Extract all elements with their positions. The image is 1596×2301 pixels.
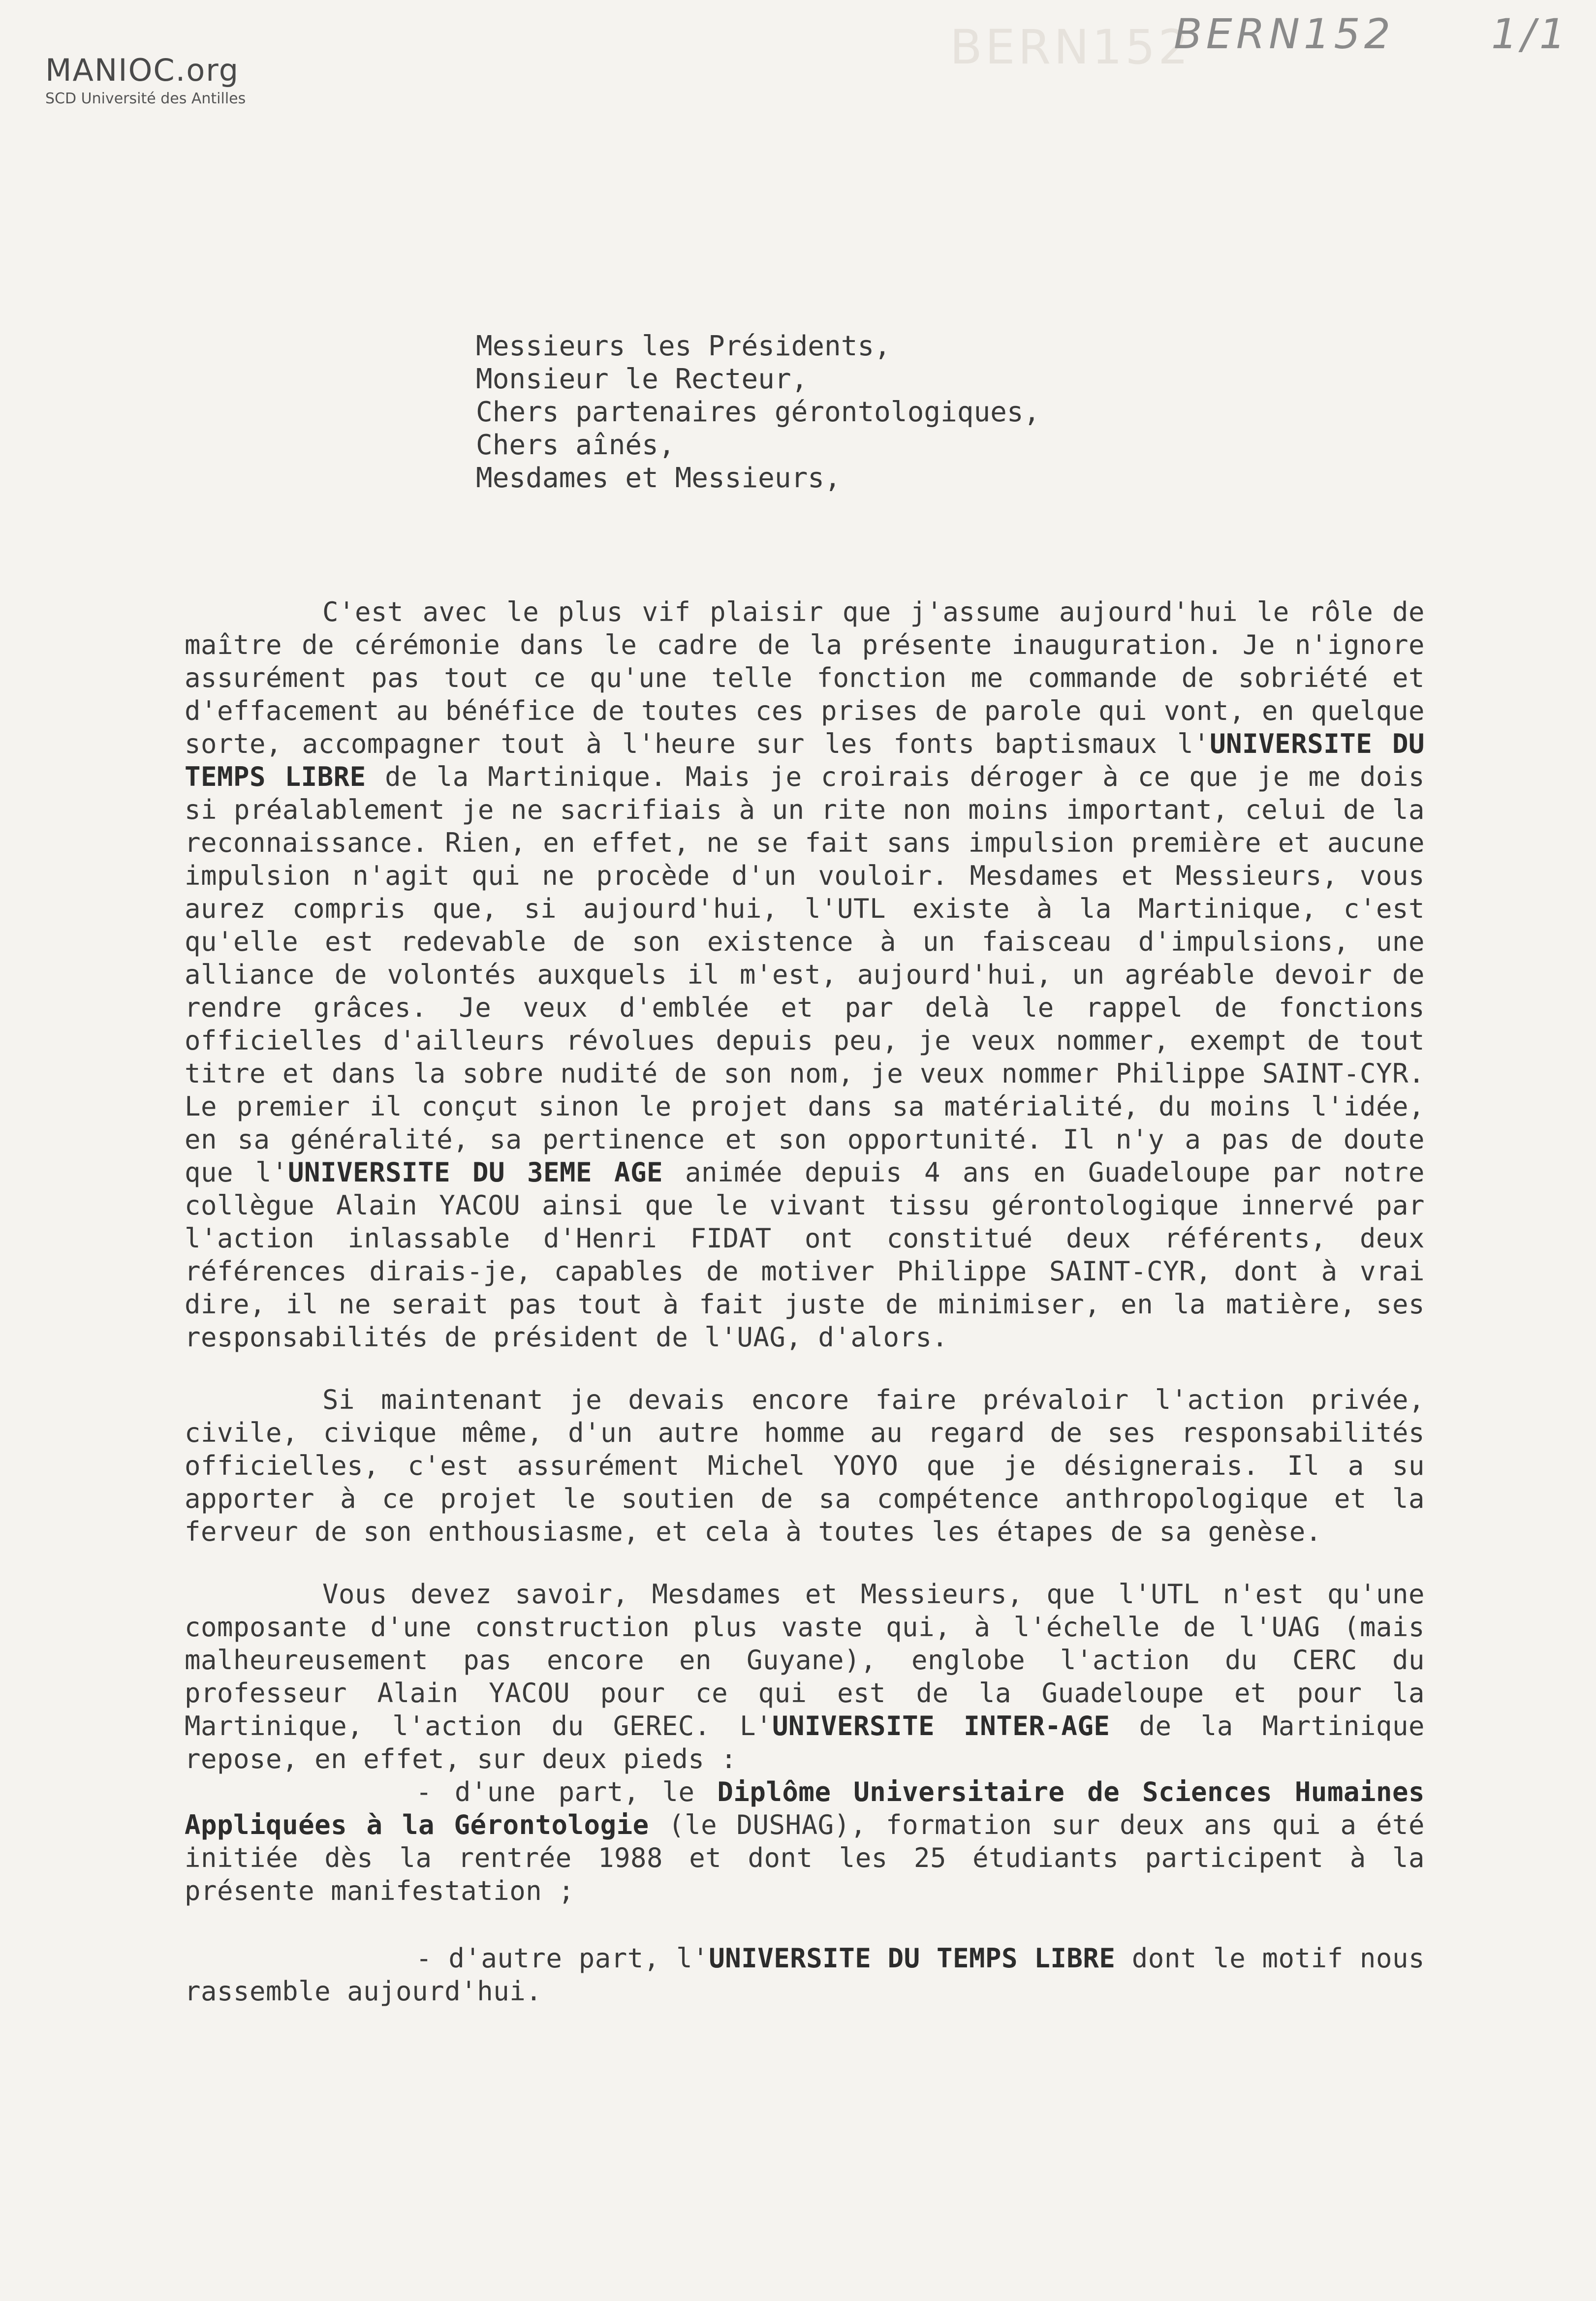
bold-term: UNIVERSITE DU TEMPS LIBRE (185, 728, 1425, 792)
list-item-dushag (185, 1775, 1425, 1907)
salutation-line: Chers aînés, (476, 429, 675, 461)
text-run: - d'autre part, l' (416, 1943, 709, 1974)
text-run: Vous devez savoir, Mesdames et Messieurs, que l'UTL n'est qu'une composante d'une construction plus vaste qui, à l'échelle de l'UAG (mais malheureusement pas encore en Guyane), englobe l'action du CERC du professeur Alain YACOU pour ce qui est de la Guadeloupe et pour la Martinique, l'action du GEREC. L' (185, 1579, 1425, 1741)
salutation-line: Messieurs les Présidents, (476, 330, 891, 362)
paragraph-acknowledgements (185, 595, 1425, 1354)
logo-subtitle: SCD Université des Antilles (45, 90, 246, 107)
bold-term: UNIVERSITE DU 3EME AGE (288, 1157, 663, 1188)
salutation-line: Chers partenaires gérontologiques, (476, 396, 1040, 428)
archive-reference: BERN152 (1174, 10, 1395, 58)
salutation-block (476, 330, 1040, 495)
text-run: de la Martinique repose, en effet, sur deux pieds : (185, 1710, 1425, 1774)
list-item-utl (185, 1942, 1425, 2008)
manioc-logo (45, 52, 246, 107)
paragraph-michel-yoyo: Si maintenant je devais encore faire prévaloir l'action privée, civile, civique même, d'un autre homme au regard de ses responsabilités officielles, c'est assurément Michel YOYO que je désignerais. Il a su apporter à ce projet le soutien de sa compétence anthropologique et la ferveur de son enthousiasme, et cela à toutes les étapes de sa genèse. (185, 1384, 1425, 1547)
salutation-line: Mesdames et Messieurs, (476, 462, 841, 494)
text-run: animée depuis 4 ans en Guadeloupe par notre collègue Alain YACOU ainsi que le vivant tissu gérontologique innervé par l'action inlassable d'Henri FIDAT ont constitué deux référents, deux références dirais-je, capables de motiver Philippe SAINT-CYR, dont à vrai dire, il ne serait pas tout à fait juste de minimiser, en la matière, ses responsabilités de président de l'UAG, d'alors. (185, 1157, 1425, 1353)
logo-title: MANIOC.org (45, 52, 240, 88)
bold-term: UNIVERSITE INTER-AGE (772, 1710, 1110, 1741)
bold-term: Diplôme Universitaire de Sciences Humaines Appliquées à la Gérontologie (185, 1776, 1425, 1840)
text-run: - d'une part, le (416, 1776, 718, 1807)
text-run: C'est avec le plus vif plaisir que j'assume aujourd'hui le rôle de maître de cérémonie dans le cadre de la présente inauguration. Je n'ignore assurément pas tout ce qu'une telle fonction me commande de sobriété et d'effacement au bénéfice de toutes ces prises de parole qui vont, en quelque sorte, accompagner tout à l'heure sur les fonts baptismaux l' (185, 596, 1425, 759)
bleed-through-mark: BERN152 (950, 20, 1191, 75)
page-marker: 1/1 (1491, 10, 1570, 58)
text-run: (le DUSHAG), formation sur deux ans qui a été initiée dès la rentrée 1988 et dont les 25 étudiants participent à la présente manifestation ; (185, 1809, 1425, 1906)
text-run: de la Martinique. Mais je croirais déroger à ce que je me dois si préalablement je ne sacrifiais à un rite non moins important, celui de la reconnaissance. Rien, en effet, ne se fait sans impulsion première et aucune impulsion n'agit qui ne procède d'un vouloir. Mesdames et Messieurs, vous aurez compris que, si aujourd'hui, l'UTL existe à la Martinique, c'est qu'elle est redevable de son existence à un faisceau d'impulsions, une alliance de volontés auxquels il m'est, aujourd'hui, un agréable devoir de rendre grâces. Je veux d'emblée et par delà le rappel de fonctions officielles d'ailleurs révolues depuis peu, je veux nommer, exempt de tout titre et dans la sobre nudité de son nom, je veux nommer Philippe SAINT-CYR. Le premier il conçut sinon le projet dans sa matérialité, du moins l'idée, en sa généralité, sa pertinence et son opportunité. Il n'y a pas de doute que l' (185, 761, 1425, 1188)
bold-term: UNIVERSITE DU TEMPS LIBRE (709, 1943, 1116, 1974)
salutation-line: Monsieur le Recteur, (476, 363, 808, 395)
text-run: dont le motif nous rassemble aujourd'hui. (185, 1943, 1425, 2007)
letter-body (185, 595, 1425, 2008)
paragraph-structure (185, 1578, 1425, 1775)
